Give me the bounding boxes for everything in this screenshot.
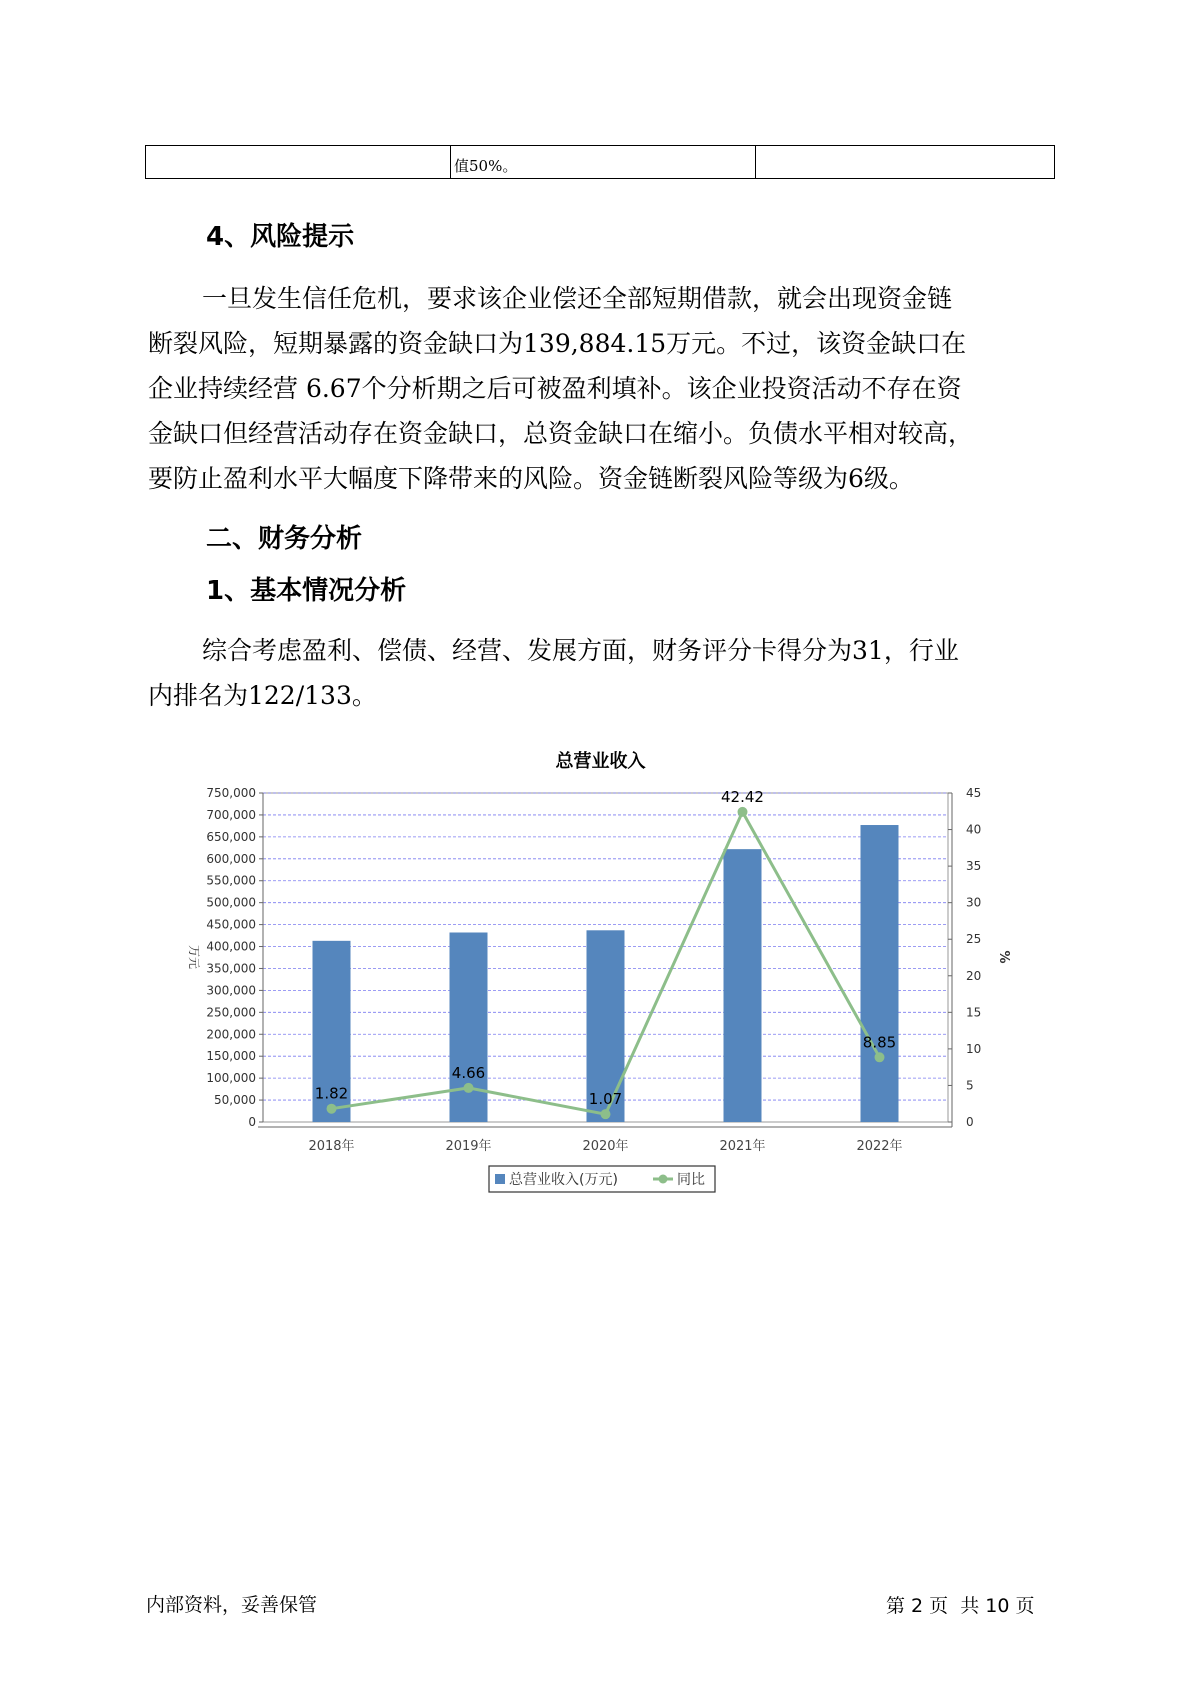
bar xyxy=(450,932,488,1122)
y-tick-label: 200,000 xyxy=(206,1027,256,1042)
bar xyxy=(724,849,762,1122)
paragraph-line: 综合考虑盈利、偿债、经营、发展方面，财务评分卡得分为31，行业 xyxy=(202,636,959,665)
x-tick-label: 2021年 xyxy=(719,1139,766,1154)
legend-line-label: 同比 xyxy=(677,1172,705,1188)
data-label: 4.66 xyxy=(451,1063,486,1082)
basic-heading: 1、基本情况分析 xyxy=(206,576,407,606)
y-tick-label: 50,000 xyxy=(214,1093,256,1108)
data-label: 1.82 xyxy=(314,1084,349,1103)
y2-tick-label: 5 xyxy=(966,1078,974,1093)
y-tick-label: 550,000 xyxy=(206,873,256,888)
table-cell: 值50%。 xyxy=(451,146,756,179)
yoy-point xyxy=(738,807,748,817)
y2-axis-title: % xyxy=(996,950,1011,964)
y-axis-title: 万元 xyxy=(187,944,201,970)
data-label: 8.85 xyxy=(862,1033,897,1052)
yoy-point xyxy=(327,1104,337,1114)
paragraph-line: 企业持续经营 6.67个分析期之后可被盈利填补。该企业投资活动不存在资 xyxy=(148,374,962,403)
y2-tick-label: 45 xyxy=(966,786,982,800)
legend-bar-label: 总营业收入(万元) xyxy=(509,1172,618,1188)
y2-tick-label: 15 xyxy=(966,1005,982,1020)
x-tick-label: 2018年 xyxy=(308,1139,355,1154)
y-tick-label: 600,000 xyxy=(206,851,256,866)
paragraph-line: 一旦发生信任危机，要求该企业偿还全部短期借款，就会出现资金链 xyxy=(202,284,953,313)
finance-heading: 二、财务分析 xyxy=(206,524,363,554)
y2-tick-label: 20 xyxy=(966,968,982,983)
data-label: 1.07 xyxy=(588,1090,623,1109)
y2-tick-label: 40 xyxy=(966,822,982,837)
y2-tick-label: 10 xyxy=(966,1041,982,1056)
x-tick-label: 2019年 xyxy=(445,1139,492,1154)
y-tick-label: 150,000 xyxy=(206,1049,256,1064)
legend-line-marker xyxy=(659,1175,668,1184)
y2-tick-label: 35 xyxy=(966,859,982,874)
y-tick-label: 250,000 xyxy=(206,1005,256,1020)
page-number: 第 2 页 共 10 页 xyxy=(886,1595,1035,1617)
y-tick-label: 700,000 xyxy=(206,807,256,822)
risk-heading: 4、风险提示 xyxy=(206,222,355,252)
x-tick-label: 2020年 xyxy=(582,1139,629,1154)
yoy-point xyxy=(601,1109,611,1119)
yoy-point xyxy=(875,1052,885,1062)
y-tick-label: 500,000 xyxy=(206,895,256,910)
legend-bar-swatch xyxy=(495,1174,505,1184)
paragraph-line: 断裂风险，短期暴露的资金缺口为139,884.15万元。不过，该资金缺口在 xyxy=(148,329,967,358)
y-tick-label: 350,000 xyxy=(206,961,256,976)
bar xyxy=(861,825,899,1122)
y-tick-label: 400,000 xyxy=(206,939,256,954)
data-label: 42.42 xyxy=(721,787,764,806)
y-tick-label: 450,000 xyxy=(206,917,256,932)
paragraph-line: 要防止盈利水平大幅度下降带来的风险。资金链断裂风险等级为6级。 xyxy=(148,464,914,493)
y2-tick-label: 30 xyxy=(966,895,982,910)
y-tick-label: 100,000 xyxy=(206,1071,256,1086)
x-tick-label: 2022年 xyxy=(856,1139,903,1154)
paragraph-line: 内排名为122/133。 xyxy=(148,681,377,710)
yoy-point xyxy=(464,1083,474,1093)
paragraph-line: 金缺口但经营活动存在资金缺口，总资金缺口在缩小。负债水平相对较高， xyxy=(148,419,974,448)
y-tick-label: 750,000 xyxy=(206,786,256,800)
y2-tick-label: 0 xyxy=(966,1115,974,1129)
y2-tick-label: 25 xyxy=(966,932,982,947)
y-tick-label: 0 xyxy=(248,1115,256,1129)
y-tick-label: 300,000 xyxy=(206,983,256,998)
chart-title: 总营业收入 xyxy=(555,751,646,772)
footer-left: 内部资料，妥善保管 xyxy=(146,1594,318,1616)
y-tick-label: 650,000 xyxy=(206,829,256,844)
